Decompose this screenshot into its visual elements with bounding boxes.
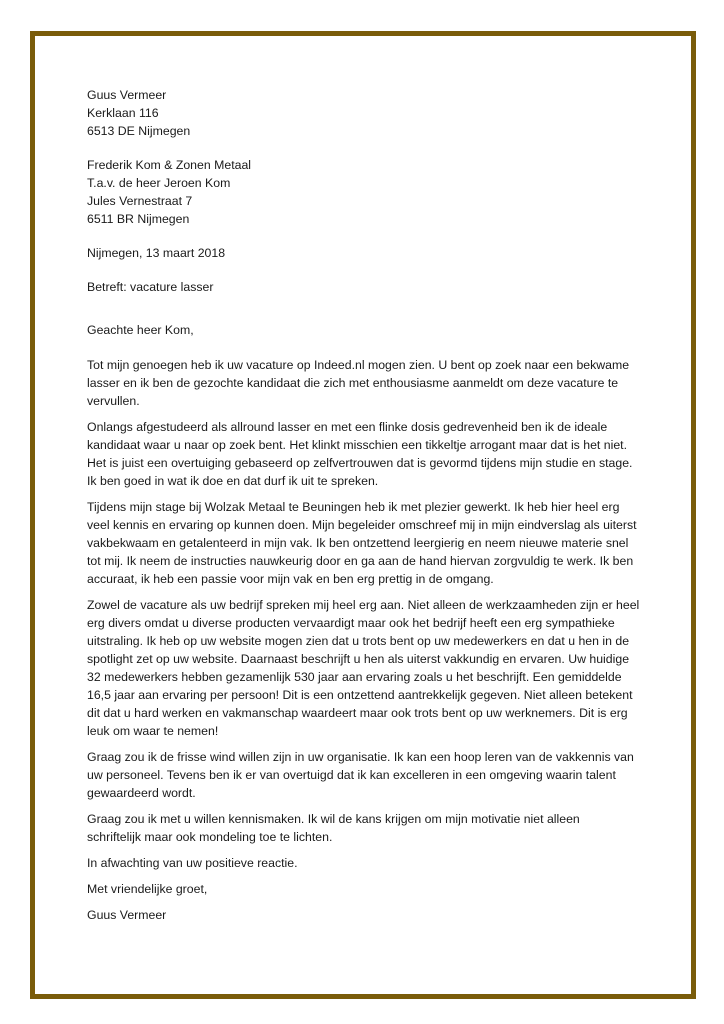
letter-body [87, 86, 647, 924]
paragraph-line: spotlight zet op uw website. Daarnaast beschrijft u hen als uiterst vakkundig en ervaren. Uw huidige [87, 652, 630, 666]
paragraph-line: 32 medewerkers hebben gezamenlijk 530 jaar aan ervaring zoals u het beschrijft. Een gemiddelde [87, 670, 622, 684]
paragraph-6 [87, 810, 647, 846]
paragraph-line: Graag zou ik met u willen kennismaken. Ik wil de kans krijgen om mijn motivatie niet alleen [87, 812, 580, 826]
recipient-address [87, 156, 647, 228]
paragraph-line: uitstraling. Ik heb op uw website mogen zien dat u trots bent op uw medewerkers en dat u hen in de [87, 634, 630, 648]
paragraph-line: Tot mijn genoegen heb ik uw vacature op Indeed.nl mogen zien. U bent op zoek naar een bekwame [87, 358, 630, 372]
paragraph-3 [87, 498, 647, 588]
paragraph-line: Zowel de vacature als uw bedrijf spreken mij heel erg aan. Niet alleen de werkzaamheden zijn er heel [87, 598, 640, 612]
sender-street: Kerklaan 116 [87, 106, 159, 120]
paragraph-line: Tijdens mijn stage bij Wolzak Metaal te Beuningen heb ik met plezier gewerkt. Ik heb hier heel erg [87, 500, 620, 514]
recipient-city: 6511 BR Nijmegen [87, 212, 190, 226]
paragraph-line: accuraat, ik heb een passie voor mijn vak en ben erg prettig in de omgang. [87, 572, 494, 586]
paragraph-line: erg divers omdat u diverse producten vervaardigt maar ook het bedrijf heeft een erg sympathieke [87, 616, 615, 630]
sender-city: 6513 DE Nijmegen [87, 124, 191, 138]
paragraph-line: veel kennis en ervaring op kunnen doen. Mijn begeleider omschreef mij in mijn eindverslag als uiterst [87, 518, 637, 532]
letter-date: Nijmegen, 13 maart 2018 [87, 246, 226, 260]
recipient-attention: T.a.v. de heer Jeroen Kom [87, 176, 231, 190]
paragraph-line: kandidaat waar u naar op zoek bent. Het klinkt misschien een tikkeltje arrogant maar dat is het niet. [87, 438, 627, 452]
recipient-company: Frederik Kom & Zonen Metaal [87, 158, 252, 172]
paragraph-line: dit dat u hard werken en vakmanschap waardeert maar ook trots bent op uw werknemers. Dit is erg [87, 706, 628, 720]
paragraph-line: Ik ben goed in wat ik doe en dat durf ik uit te spreken. [87, 474, 379, 488]
paragraph-line: Het is juist een overtuiging gebaseerd op zelfvertrouwen dat is gevormd tijdens mijn studie en stage. [87, 456, 633, 470]
letter-subject: Betreft: vacature lasser [87, 280, 214, 294]
paragraph-line: lasser en ik ben de gezochte kandidaat die zich met enthousiasme aanmeldt om deze vacature te [87, 376, 619, 390]
paragraph-line: uw personeel. Tevens ben ik er van overtuigd dat ik kan excelleren in een omgeving waarin talent [87, 768, 616, 782]
sender-address [87, 86, 647, 140]
paragraph-line: gewaardeerd wordt. [87, 786, 196, 800]
greeting: Met vriendelijke groet, [87, 882, 208, 896]
closing-line: In afwachting van uw positieve reactie. [87, 856, 298, 870]
recipient-street: Jules Vernestraat 7 [87, 194, 193, 208]
paragraph-line: Onlangs afgestudeerd als allround lasser en met een flinke dosis gedrevenheid ben ik de ideale [87, 420, 608, 434]
sender-name: Guus Vermeer [87, 88, 167, 102]
paragraph-line: 16,5 jaar aan ervaring per persoon! Dit is een ontzettend aantrekkelijk gegeven. Niet alleen betekent [87, 688, 633, 702]
paragraph-2 [87, 418, 647, 490]
paragraph-5 [87, 748, 647, 802]
paragraph-line: schriftelijk maar ook mondeling toe te lichten. [87, 830, 333, 844]
paragraph-line: Graag zou ik de frisse wind willen zijn in uw organisatie. Ik kan een hoop leren van de vakkennis van [87, 750, 634, 764]
paragraph-line: leuk om waar te nemen! [87, 724, 219, 738]
paragraph-line: vervullen. [87, 394, 140, 408]
paragraph-1 [87, 356, 647, 410]
paragraph-4 [87, 596, 647, 740]
letter-salutation: Geachte heer Kom, [87, 323, 194, 337]
paragraph-line: tot mij. Ik neem de instructies nauwkeurig door en ga aan de hand hiervan zorgvuldig te werk. Ik ben [87, 554, 634, 568]
signature: Guus Vermeer [87, 908, 167, 922]
paragraph-line: vakbekwaam en getalenteerd in mijn vak. Ik ben ontzettend leergierig en neem nieuwe materie snel [87, 536, 629, 550]
